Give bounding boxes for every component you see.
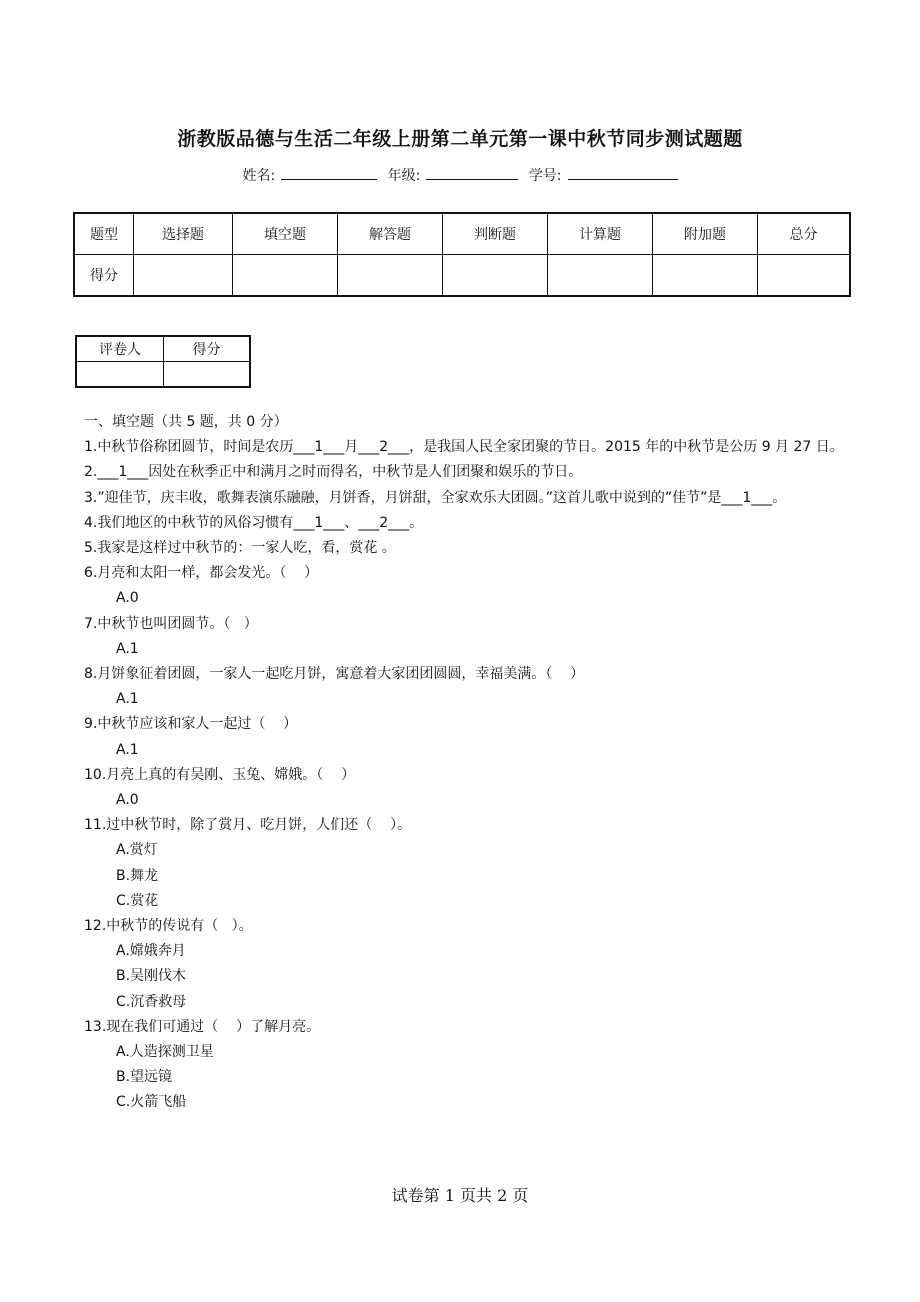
answer-option[interactable]: A.人造探测卫星	[116, 1044, 214, 1061]
answer-option[interactable]: A.0	[116, 590, 139, 607]
score-header-cell: 填空题	[233, 213, 338, 255]
id-blank[interactable]	[568, 165, 678, 180]
id-label: 学号:	[528, 168, 562, 184]
grader-header-cell: 得分	[164, 336, 251, 362]
score-header-cell: 附加题	[653, 213, 758, 255]
question-item: 10.月亮上真的有吴刚、玉兔、嫦娥。（ ）	[84, 766, 356, 783]
answer-option[interactable]: A.1	[116, 741, 139, 758]
question-item: 7.中秋节也叫团圆节。（ ）	[84, 615, 258, 632]
score-cell[interactable]	[653, 255, 758, 297]
question-item: 11.过中秋节时，除了赏月、吃月饼，人们还（ ）。	[84, 817, 412, 834]
section-heading: 一、填空题（共 5 题，共 0 分）	[84, 414, 288, 430]
score-table-header-row	[74, 213, 850, 255]
question-item: 13.现在我们可通过（ ）了解月亮。	[84, 1018, 321, 1035]
score-cell[interactable]	[548, 255, 653, 297]
score-cell[interactable]	[233, 255, 338, 297]
question-item: 1.中秋节俗称团圆节，时间是农历___1___月___2___，是我国人民全家团聚的节日。2015 年的中秋节是公历 9 月 27 日。	[84, 439, 844, 456]
grade-blank[interactable]	[426, 165, 518, 180]
score-cell[interactable]	[443, 255, 548, 297]
answer-option[interactable]: B.望远镜	[116, 1069, 173, 1086]
score-cell[interactable]	[758, 255, 851, 297]
question-item: 12.中秋节的传说有（ ）。	[84, 918, 253, 935]
answer-option[interactable]: C.赏花	[116, 892, 159, 909]
question-item: 5.我家是这样过中秋节的：一家人吃，看，赏花 。	[84, 540, 396, 557]
grade-label: 年级:	[387, 168, 421, 184]
score-header-cell: 解答题	[338, 213, 443, 255]
question-item: 9.中秋节应该和家人一起过（ ）	[84, 716, 298, 733]
answer-option[interactable]: A.0	[116, 792, 139, 809]
question-content	[84, 410, 844, 1116]
grader-cell[interactable]	[164, 362, 251, 388]
score-header-cell: 选择题	[134, 213, 233, 255]
score-table-score-row	[74, 255, 850, 297]
grader-cell[interactable]	[76, 362, 164, 388]
page-title: 浙教版品德与生活二年级上册第二单元第一课中秋节同步测试题题	[177, 128, 743, 150]
score-row-label: 得分	[74, 255, 134, 297]
answer-option[interactable]: A.嫦娥奔月	[116, 943, 186, 960]
score-header-cell: 计算题	[548, 213, 653, 255]
score-header-cell: 题型	[74, 213, 134, 255]
page-footer: 试卷第 1 页共 2 页	[391, 1186, 529, 1205]
answer-option[interactable]: A.赏灯	[116, 842, 158, 859]
score-table	[73, 212, 851, 297]
name-blank[interactable]	[281, 165, 377, 180]
question-item: 6.月亮和太阳一样，都会发光。（ ）	[84, 565, 319, 582]
question-item: 4.我们地区的中秋节的风俗习惯有___1___、___2___。	[84, 514, 424, 531]
question-item: 2.___1___因处在秋季正中和满月之时而得名，中秋节是人们团聚和娱乐的节日。	[84, 464, 583, 481]
student-info	[0, 165, 920, 185]
grader-header-cell: 评卷人	[76, 336, 164, 362]
question-list	[84, 435, 844, 1115]
score-cell[interactable]	[338, 255, 443, 297]
answer-option[interactable]: A.1	[116, 640, 139, 657]
score-cell[interactable]	[134, 255, 233, 297]
answer-option[interactable]: B.舞龙	[116, 867, 159, 884]
answer-option[interactable]: C.火箭飞船	[116, 1094, 187, 1111]
score-header-cell: 判断题	[443, 213, 548, 255]
question-item: 3.”迎佳节，庆丰收，歌舞表演乐融融，月饼香，月饼甜，全家欢乐大团圆。”这首儿歌中说到的”佳节”是___1___。	[84, 489, 787, 506]
score-header-cell: 总分	[758, 213, 851, 255]
grader-table	[75, 335, 251, 388]
answer-option[interactable]: B.吴刚伐木	[116, 968, 187, 985]
answer-option[interactable]: C.沉香救母	[116, 993, 187, 1010]
question-item: 8.月饼象征着团圆，一家人一起吃月饼，寓意着大家团团圆圆，幸福美满。（ ）	[84, 666, 585, 683]
answer-option[interactable]: A.1	[116, 691, 139, 708]
name-label: 姓名:	[242, 168, 276, 184]
